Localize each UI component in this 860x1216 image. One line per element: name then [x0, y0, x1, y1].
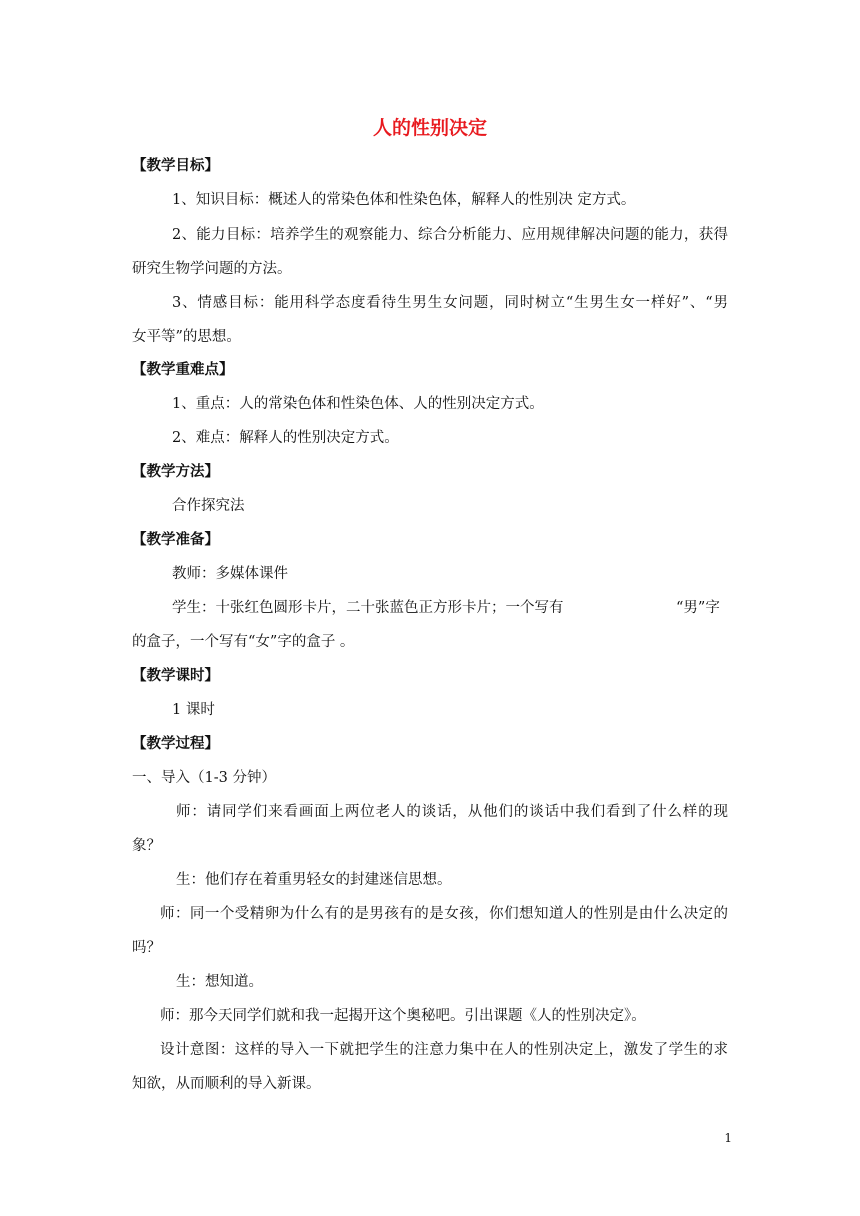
- section-heading-key-points: 【教学重难点】: [132, 362, 234, 378]
- paragraph-continuation: 吗？: [132, 940, 161, 956]
- paragraph: 师：请同学们来看画面上两位老人的谈话，从他们的谈话中我们看到了什么样的现: [176, 804, 728, 820]
- paragraph: 1、重点：人的常染色体和性染色体、人的性别决定方式。: [172, 396, 544, 412]
- paragraph: 3、情感目标：能用科学态度看待生男生女问题，同时树立“生男生女一样好”、“男: [172, 295, 728, 311]
- paragraph-continuation: 研究生物学问题的方法。: [132, 261, 292, 277]
- section-heading-preparation: 【教学准备】: [132, 532, 219, 548]
- paragraph-continuation: 的盒子，一个写有“女”字的盒子 。: [132, 634, 355, 650]
- section-heading-methods: 【教学方法】: [132, 464, 219, 480]
- paragraph: 设计意图：这样的导入一下就把学生的注意力集中在人的性别决定上，激发了学生的求: [160, 1042, 728, 1058]
- paragraph: 师：那今天同学们就和我一起揭开这个奥秘吧。引出课题《人的性别决定》。: [160, 1008, 646, 1024]
- document-title: 人的性别决定: [372, 117, 487, 139]
- subsection-heading: 一、导入（1-3 分钟）: [132, 770, 276, 786]
- paragraph-continuation: 象？: [132, 838, 161, 854]
- paragraph: 教师：多媒体课件: [172, 566, 288, 582]
- paragraph-continuation: 女平等”的思想。: [132, 329, 241, 345]
- paragraph: 师：同一个受精卵为什么有的是男孩有的是女孩，你们想知道人的性别是由什么决定的: [160, 906, 728, 922]
- paragraph: 生：想知道。: [176, 974, 263, 990]
- section-heading-objectives: 【教学目标】: [132, 158, 219, 174]
- paragraph: 生：他们存在着重男轻女的封建迷信思想。: [176, 872, 452, 888]
- paragraph: 1、知识目标：概述人的常染色体和性染色体，解释人的性别决 定方式。: [172, 192, 636, 208]
- paragraph: 学生：十张红色圆形卡片，二十张蓝色正方形卡片；一个写有: [172, 600, 564, 616]
- paragraph-fragment: “男”字: [676, 600, 720, 616]
- section-heading-process: 【教学过程】: [132, 736, 219, 752]
- paragraph: 1 课时: [172, 702, 215, 718]
- paragraph-continuation: 知欲，从而顺利的导入新课。: [132, 1076, 321, 1092]
- paragraph: 2、难点：解释人的性别决定方式。: [172, 430, 399, 446]
- section-heading-hours: 【教学课时】: [132, 668, 219, 684]
- page-number: 1: [724, 1131, 732, 1145]
- paragraph: 2、能力目标：培养学生的观察能力、综合分析能力、应用规律解决问题的能力，获得: [172, 227, 728, 243]
- paragraph: 合作探究法: [172, 498, 245, 514]
